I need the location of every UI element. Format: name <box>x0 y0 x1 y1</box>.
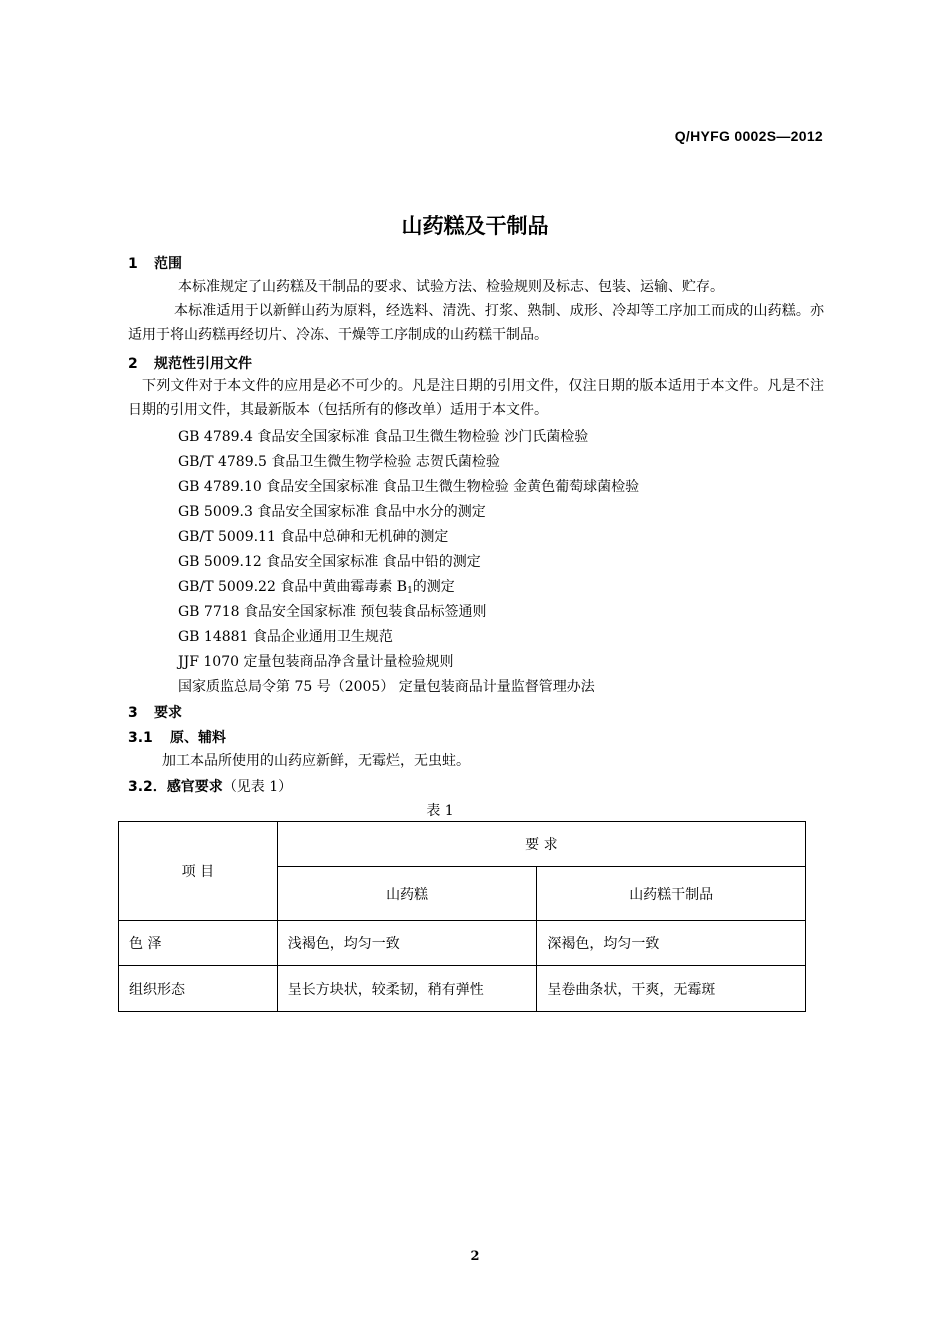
row-value-yam-cake: 浅褐色，均匀一致 <box>277 921 537 966</box>
header-requirements: 要 求 <box>277 822 805 867</box>
header-yam-cake: 山药糕 <box>277 867 537 921</box>
section-3-heading <box>128 702 182 722</box>
section-title: 规范性引用文件 <box>154 356 252 372</box>
row-value-dried: 呈卷曲条状，干爽，无霉斑 <box>537 966 806 1012</box>
section-number: 2 <box>128 356 138 372</box>
section-number: 1 <box>128 256 138 272</box>
section-number: 3.1 <box>128 730 153 746</box>
section-title: 感官要求 <box>166 779 223 795</box>
reference-item: GB 14881 食品企业通用卫生规范 <box>178 629 393 645</box>
section-1-heading <box>128 253 182 273</box>
subscript: 1 <box>407 586 413 596</box>
reference-suffix: 的测定 <box>412 579 455 595</box>
reference-text: GB/T 5009.22 食品中黄曲霉毒素 B <box>178 579 408 595</box>
reference-item: JJF 1070 定量包装商品净含量计量检验规则 <box>178 654 454 670</box>
reference-item: GB 4789.4 食品安全国家标准 食品卫生微生物检验 沙门氏菌检验 <box>178 429 589 445</box>
section-2-heading <box>128 353 252 373</box>
reference-list <box>178 425 639 700</box>
table-row <box>119 921 806 966</box>
reference-item: GB 5009.12 食品安全国家标准 食品中铅的测定 <box>178 554 481 570</box>
sensory-requirements-table <box>118 821 806 1012</box>
section-title: 范围 <box>154 256 182 272</box>
reference-item: GB/T 4789.5 食品卫生微生物学检验 志贺氏菌检验 <box>178 454 500 470</box>
section-number: 3.2． <box>128 779 167 795</box>
section-note: （见表 1） <box>222 779 293 795</box>
table-caption: 表 1 <box>426 803 454 819</box>
section-3-1-heading <box>128 727 226 747</box>
row-item: 组织形态 <box>119 966 278 1012</box>
section-3-2-heading <box>128 776 292 796</box>
reference-item: GB 5009.3 食品安全国家标准 食品中水分的测定 <box>178 504 486 520</box>
reference-item: 国家质监总局令第 75 号（2005） 定量包装商品计量监督管理办法 <box>178 679 595 695</box>
scope-paragraph-1: 本标准规定了山药糕及干制品的要求、试验方法、检验规则及标志、包装、运输、贮存。 <box>178 279 724 295</box>
row-value-yam-cake: 呈长方块状，较柔韧，稍有弹性 <box>277 966 537 1012</box>
header-item: 项 目 <box>119 822 278 921</box>
section-title: 要求 <box>154 705 182 721</box>
section-number: 3 <box>128 705 138 721</box>
references-intro: 下列文件对于本文件的应用是必不可少的。凡是注日期的引用文件，仅注日期的版本适用于本文件。凡是不注日期的引用文件，其最新版本（包括所有的修改单）适用于本文件。 <box>128 378 824 418</box>
page-number: 2 <box>470 1249 480 1264</box>
row-value-dried: 深褐色，均匀一致 <box>537 921 806 966</box>
document-title: 山药糕及干制品 <box>401 214 549 238</box>
reference-item: GB 4789.10 食品安全国家标准 食品卫生微生物检验 金黄色葡萄球菌检验 <box>178 479 640 495</box>
reference-item: GB/T 5009.11 食品中总砷和无机砷的测定 <box>178 529 449 545</box>
table-row <box>119 966 806 1012</box>
section-title: 原、辅料 <box>170 730 226 746</box>
scope-paragraph-2: 本标准适用于以新鲜山药为原料，经选料、清洗、打浆、熟制、成形、冷却等工序加工而成的山药糕。亦适用于将山药糕再经切片、冷冻、干燥等工序制成的山药糕干制品。 <box>128 303 824 343</box>
reference-item <box>178 575 639 600</box>
header-dried-yam-cake: 山药糕干制品 <box>537 867 806 921</box>
row-item: 色 泽 <box>119 921 278 966</box>
raw-material-text: 加工本品所使用的山药应新鲜，无霉烂，无虫蛀。 <box>162 753 470 769</box>
reference-item: GB 7718 食品安全国家标准 预包装食品标签通则 <box>178 604 487 620</box>
standard-number: Q/HYFG 0002S—2012 <box>674 128 823 144</box>
